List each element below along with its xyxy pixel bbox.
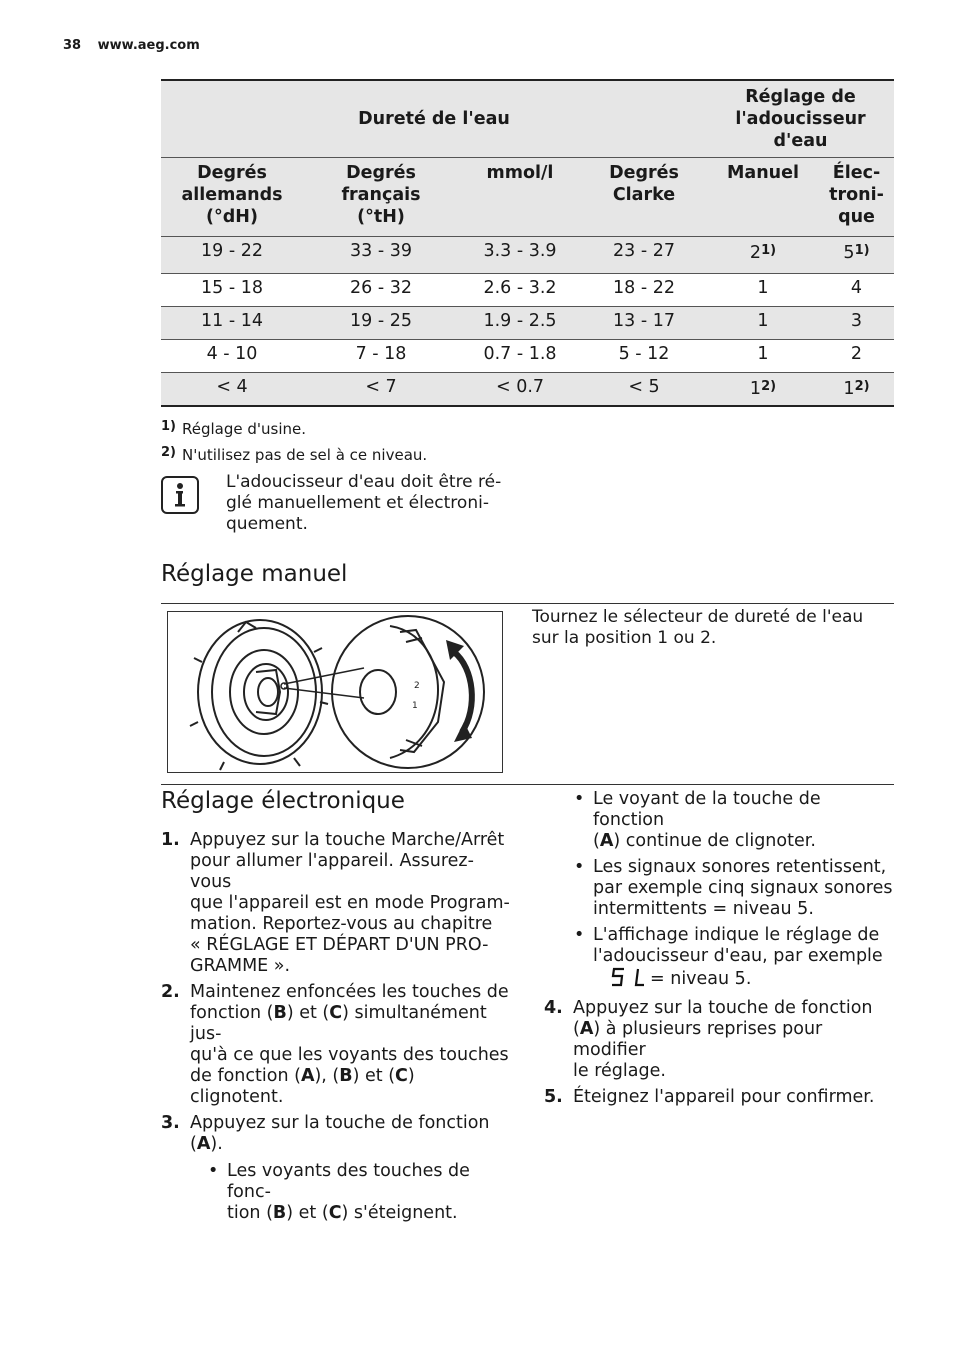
cell-dh: 4 - 10 <box>161 340 303 373</box>
col-clarke-degrees: Degrés Clarke <box>581 158 707 237</box>
cell-electronic: 5$^{1)}$ <box>819 237 894 274</box>
section-divider <box>161 784 894 785</box>
header-water-hardness: Dureté de l'eau <box>161 80 707 158</box>
cell-manual: 1 <box>707 274 819 307</box>
cell-th: 19 - 25 <box>303 307 459 340</box>
col-german-degrees: Degrés allemands (°dH) <box>161 158 303 237</box>
dial-mark-1: 1 <box>412 701 418 711</box>
bullet-a: • Le voyant de la touche de fonction (A) continue de clignoter. <box>574 789 896 852</box>
cell-electronic: 1$^{2)}$ <box>819 373 894 407</box>
dial-mark-2: 2 <box>414 681 420 691</box>
cell-manual: 1$^{2)}$ <box>707 373 819 407</box>
site-url: www.aeg.com <box>97 38 200 53</box>
cell-electronic: 4 <box>819 274 894 307</box>
rotate-arrow-icon <box>446 640 472 742</box>
cell-mmol: 3.3 - 3.9 <box>459 237 581 274</box>
section-title-manual: Réglage manuel <box>161 561 348 587</box>
cell-clarke: 5 - 12 <box>581 340 707 373</box>
water-hardness-table <box>161 79 894 407</box>
electronic-steps-left <box>161 830 511 1229</box>
cell-clarke: 23 - 27 <box>581 237 707 274</box>
cell-manual: 2$^{1)}$ <box>707 237 819 274</box>
footnote-1: 1) Réglage d'usine. <box>161 419 307 438</box>
cell-mmol: < 0.7 <box>459 373 581 407</box>
info-icon <box>161 476 199 514</box>
table-row <box>161 237 894 274</box>
display-5L-icon <box>611 967 647 993</box>
cell-mmol: 0.7 - 1.8 <box>459 340 581 373</box>
step-3-bullet: • Les voyants des touches de fonc- tion (B) et (C) s'éteignent. <box>208 1161 511 1224</box>
step-2: 2. Maintenez enfoncées les touches de fonction (B) et (C) simultanément jus- qu'à ce que les voyants des touches de fonction (A), (B) et (C) clignotent. <box>161 982 509 1107</box>
col-manual: Manuel <box>707 158 819 237</box>
table-row <box>161 373 894 407</box>
cell-electronic: 3 <box>819 307 894 340</box>
cell-mmol: 1.9 - 2.5 <box>459 307 581 340</box>
header-softener-setting: Réglage de l'adoucisseur d'eau <box>707 80 894 158</box>
cell-clarke: 18 - 22 <box>581 274 707 307</box>
section-divider <box>161 603 894 604</box>
footnote-2: 2) N'utilisez pas de sel à ce niveau. <box>161 445 428 464</box>
step-4: 4. Appuyez sur la touche de fonction (A) à plusieurs reprises pour modifier le réglage. <box>544 998 873 1081</box>
bullet-c: • L'affichage indique le réglage de l'adoucisseur d'eau, par exemple = niveau 5. <box>574 925 896 993</box>
col-electronic: Élec- troni- que <box>819 158 894 237</box>
section-title-electronic: Réglage électronique <box>161 788 405 814</box>
cell-th: 26 - 32 <box>303 274 459 307</box>
table-row <box>161 340 894 373</box>
manual-instruction: Tournez le sélecteur de dureté de l'eau sur la position 1 ou 2. <box>532 607 864 648</box>
step-5: 5. Éteignez l'appareil pour confirmer. <box>544 1087 875 1107</box>
page-header <box>63 38 200 53</box>
cell-th: 7 - 18 <box>303 340 459 373</box>
bullet-b: • Les signaux sonores retentissent, par exemple cinq signaux sonores intermittents = niveau 5. <box>574 857 896 920</box>
cell-dh: 11 - 14 <box>161 307 303 340</box>
cell-manual: 1 <box>707 340 819 373</box>
cell-dh: 19 - 22 <box>161 237 303 274</box>
electronic-steps-right <box>544 789 896 1113</box>
cell-th: < 7 <box>303 373 459 407</box>
info-note-text: L'adoucisseur d'eau doit être ré- glé manuellement et électroni- quement. <box>226 472 502 534</box>
step-1: 1. Appuyez sur la touche Marche/Arrêt pour allumer l'appareil. Assurez-vous que l'appareil est en mode Program- mation. Reportez-vous au chapitre « RÉGLAGE ET DÉPART D'UN PRO- GRAMME ». <box>161 830 510 976</box>
cell-dh: < 4 <box>161 373 303 407</box>
cell-clarke: < 5 <box>581 373 707 407</box>
col-french-degrees: Degrés français (°tH) <box>303 158 459 237</box>
step-3: 3. Appuyez sur la touche de fonction (A). • Les voyants des touches de fonc- tion (B) et (C) s'éteignent. <box>161 1113 511 1224</box>
cell-clarke: 13 - 17 <box>581 307 707 340</box>
cell-mmol: 2.6 - 3.2 <box>459 274 581 307</box>
page-number: 38 <box>63 38 82 53</box>
water-hardness-selector-illustration <box>167 611 503 773</box>
table-row <box>161 307 894 340</box>
cell-electronic: 2 <box>819 340 894 373</box>
cell-manual: 1 <box>707 307 819 340</box>
table-row <box>161 274 894 307</box>
cell-dh: 15 - 18 <box>161 274 303 307</box>
col-mmol: mmol/l <box>459 158 581 237</box>
cell-th: 33 - 39 <box>303 237 459 274</box>
